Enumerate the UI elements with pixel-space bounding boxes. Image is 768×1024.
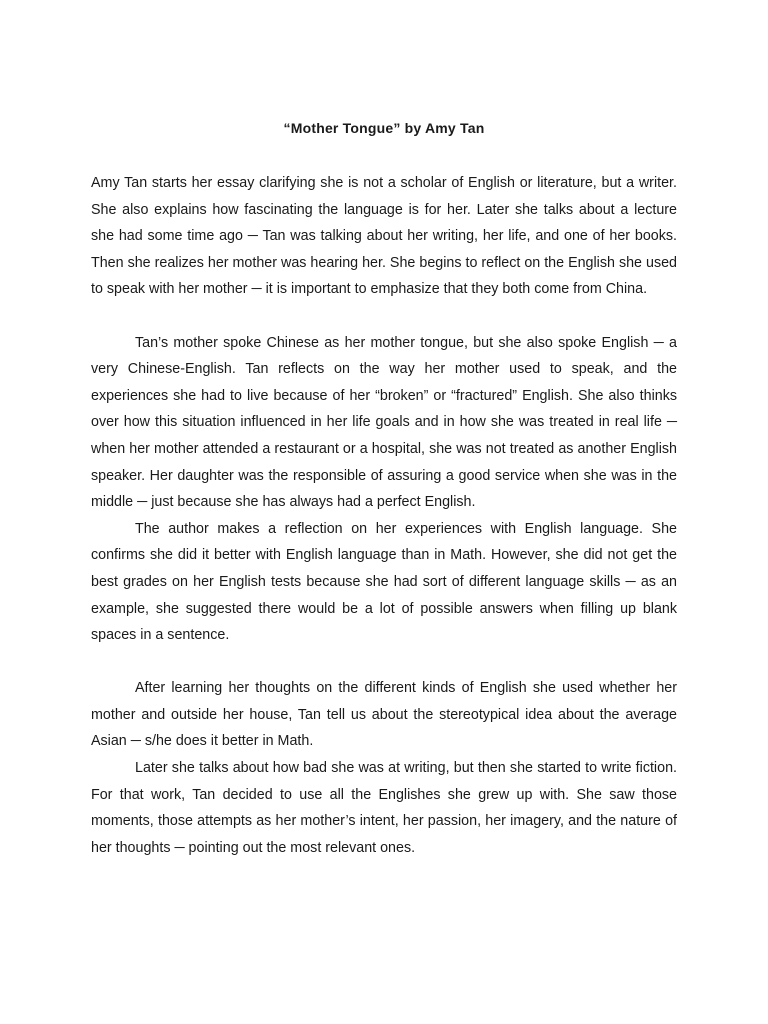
document-body bbox=[91, 170, 677, 861]
paragraph-2: Tan’s mother spoke Chinese as her mother tongue, but she also spoke English ─ a very Chinese-English. Tan reflects on the way her mother used to speak, and the experiences she had to live because of her “broken” or “fractured” English. She also thinks over how this situation influenced in her life goals and in how she was treated in real life ─ when her mother attended a restaurant or a hospital, she was not treated as another English speaker. Her daughter was the responsible of assuring a good service when she was in the middle ─ just because she has always had a perfect English. bbox=[91, 334, 677, 511]
paragraph-5: Later she talks about how bad she was at writing, but then she started to write fiction. For that work, Tan decided to use all the Englishes she grew up with. She saw those moments, those attempts as her mother’s intent, her passion, her imagery, and the nature of her thoughts ─ pointing out the most relevant ones. bbox=[91, 760, 677, 856]
paragraph-spacer bbox=[91, 303, 677, 330]
paragraph-spacer bbox=[91, 649, 677, 676]
paragraph-1: Amy Tan starts her essay clarifying she is not a scholar of English or literature, but a writer. She also explains how fascinating the language is for her. Later she talks about a lecture she had some time ago ─ Tan was talking about her writing, her life, and one of her books. Then she realizes her mother was hearing her. She begins to reflect on the English she used to speak with her mother ─ it is important to emphasize that they both come from China. bbox=[91, 175, 677, 298]
paragraph-3: The author makes a reflection on her experiences with English language. She confirms she did it better with English language than in Math. However, she did not get the best grades on her English tests because she had sort of different language skills ─ as an example, she suggested there would be a lot of possible answers when filling up blank spaces in a sentence. bbox=[91, 520, 677, 644]
document-title: “Mother Tongue” by Amy Tan bbox=[283, 120, 485, 136]
paragraph-4: After learning her thoughts on the different kinds of English she used whether her mother and outside her house, Tan tell us about the stereotypical idea about the average Asian ─ s/he does it better in Math. bbox=[91, 680, 677, 750]
